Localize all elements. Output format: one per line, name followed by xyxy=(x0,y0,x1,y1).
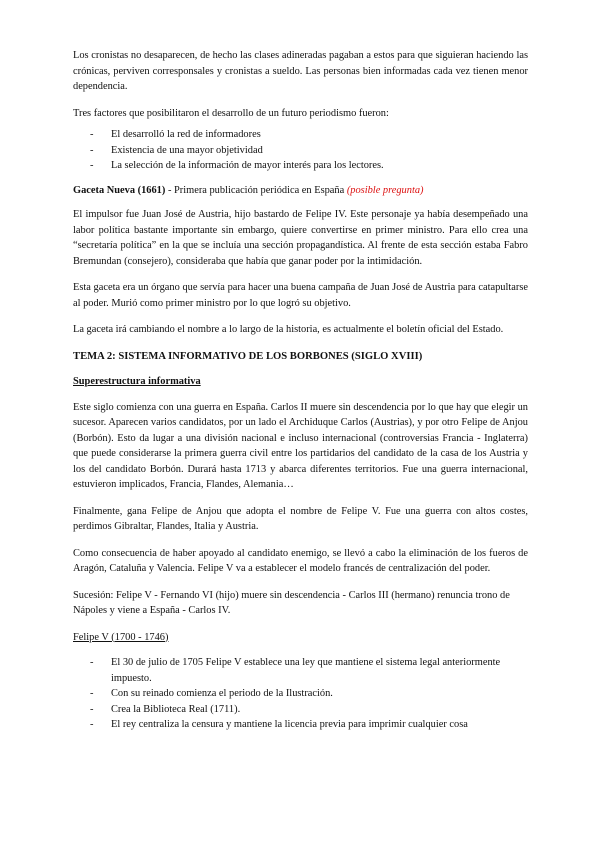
paragraph-cronistas: Los cronistas no desaparecen, de hecho las clases adineradas pagaban a estos para que siguieran haciendo las crónicas, perviven corresponsales y cronistas a sueldo. Las personas bien informadas cada vez tienen menor dependencia. xyxy=(73,50,528,92)
list-item: - El desarrolló la red de informadores xyxy=(73,127,528,143)
factors-list xyxy=(73,127,528,174)
list-item: - Existencia de una mayor objetividad xyxy=(73,143,528,159)
gaceta-title: Gaceta Nueva (1661) xyxy=(73,184,166,196)
subheading-felipe-v: Felipe V (1700 - 1746) xyxy=(73,631,169,643)
list-item: - Con su reinado comienza el periodo de la Ilustración. xyxy=(73,686,528,702)
paragraph-felipe-anjou: Finalmente, gana Felipe de Anjou que adopta el nombre de Felipe V. Fue una guerra con altos costes, perdimos Gibraltar, Flandes, Italia y Austria. xyxy=(73,505,528,532)
felipe-list xyxy=(73,655,528,733)
gaceta-description: - Primera publicación periódica en España xyxy=(165,184,347,196)
list-item: - La selección de la información de mayor interés para los lectores. xyxy=(73,158,528,174)
subheading-superestructura: Superestructura informativa xyxy=(73,376,201,387)
gaceta-heading xyxy=(73,183,528,199)
paragraph-factores-intro: Tres factores que posibilitaron el desarrollo de un futuro periodismo fueron: xyxy=(73,107,389,119)
paragraph-boletin: La gaceta irá cambiando el nombre a lo largo de la historia, es actualmente el boletín oficial del Estado. xyxy=(73,324,504,335)
list-item: - Crea la Biblioteca Real (1711). xyxy=(73,702,528,718)
list-item: - El 30 de julio de 1705 Felipe V establece una ley que mantiene el sistema legal anteriormente impuesto. xyxy=(73,655,528,686)
paragraph-guerra: Este siglo comienza con una guerra en España. Carlos II muere sin descendencia por lo que hay que elegir un sucesor. Aparecen varios candidatos, por un lado el Archiduque Carlos (Austrias), y por otro Felipe de Anjou (Borbón). Esto da lugar a una división nacional e incluso internacional (controversias Francia - Inglaterra) que puede considerarse la primera guerra civil entre los partidarios del candidato de la casa de los Austria y los del candidato Borbón. Durará hasta 1713 y abarca diferentes territorios. Fue una guerra internacional, estuvieron implicados, Francia, Flandes, Alemania… xyxy=(73,401,528,490)
paragraph-fueros: Como consecuencia de haber apoyado al candidato enemigo, se llevó a cabo la eliminación de los fueros de Aragón, Cataluña y Valencia. Felipe V va a establecer el modelo francés de centralización del poder. xyxy=(73,547,528,574)
section-heading-tema2: TEMA 2: SISTEMA INFORMATIVO DE LOS BORBONES (SIGLO XVIII) xyxy=(73,350,423,362)
list-item: - El rey centraliza la censura y mantiene la licencia previa para imprimir cualquier cosa xyxy=(73,717,528,733)
page-content xyxy=(73,48,528,742)
paragraph-sucesion: Sucesión: Felipe V - Fernando VI (hijo) muere sin descendencia - Carlos III (hermano) renuncia trono de Nápoles y viene a España - Carlos IV. xyxy=(73,589,510,616)
paragraph-impulsor: El impulsor fue Juan José de Austria, hijo bastardo de Felipe IV. Este personaje ya había desempeñado una labor política bastante importante sin embargo, quiere convertirse en primer ministro. Para ello crea una “secretaría política” en la que se incluía una sección propagandística. Al frente de esta sección estaba Fabro Bremundan (consejero), consideraba que había que ganar poder por la intimidación. xyxy=(73,209,528,267)
gaceta-note: (posible pregunta) xyxy=(346,184,424,196)
paragraph-organo: Esta gaceta era un órgano que servía para hacer una buena campaña de Juan José de Austria para catapultarse al poder. Murió como primer ministro por lo que logró su objetivo. xyxy=(73,282,528,309)
